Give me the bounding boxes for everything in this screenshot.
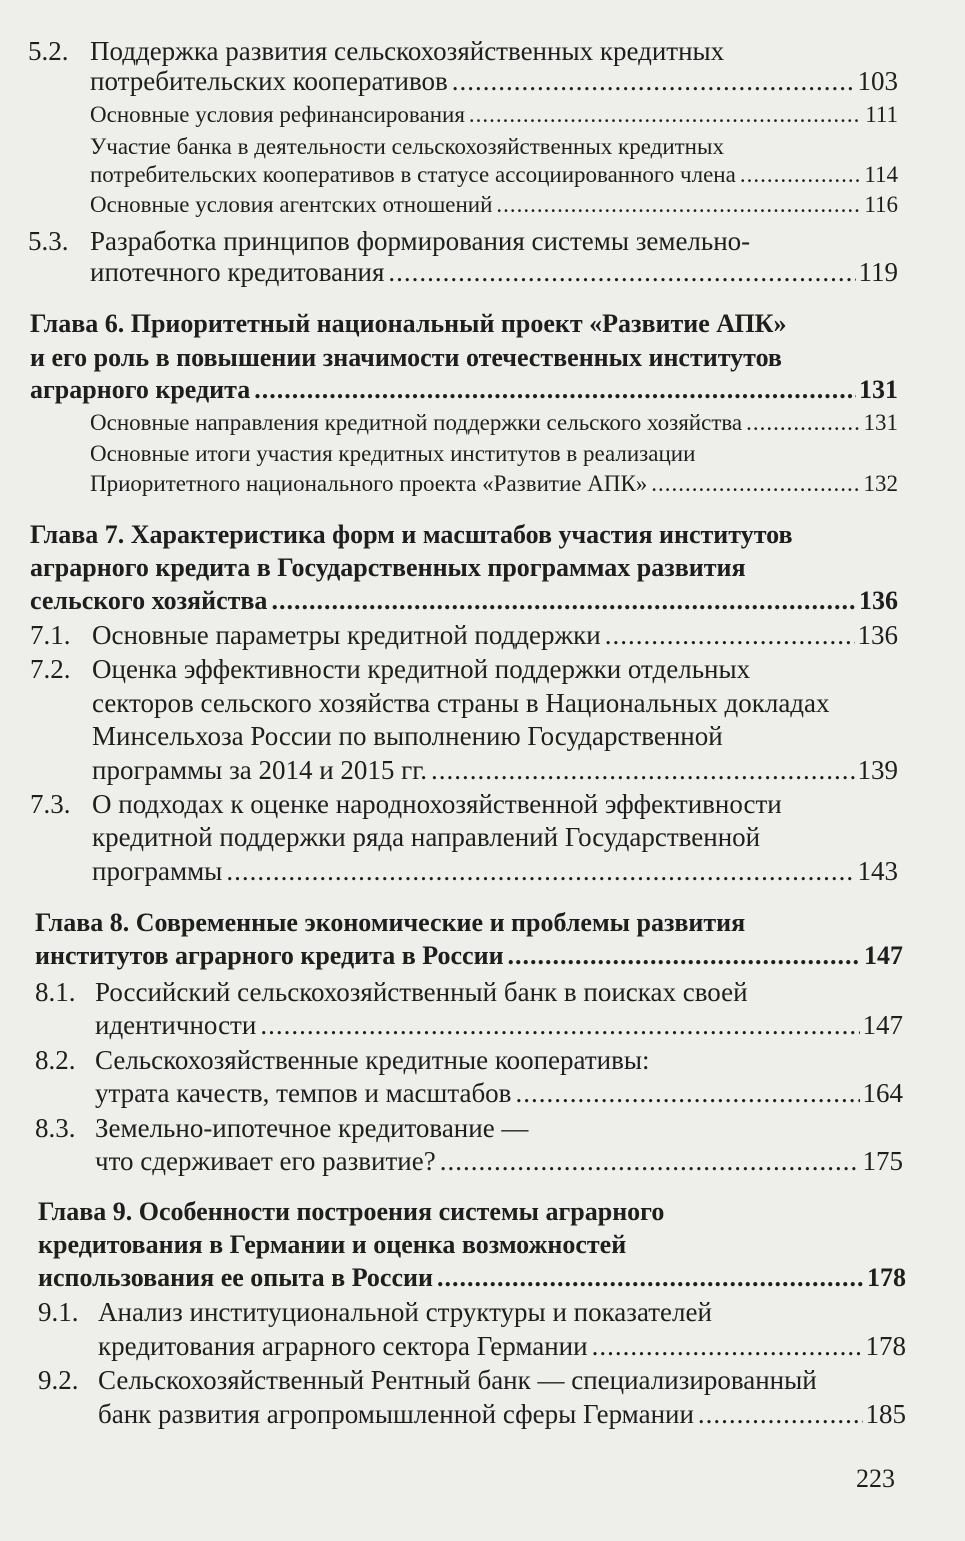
entry-title-line: Приоритетного национального проекта «Развитие АПК» [90,471,648,496]
entry-title-last-line [98,1333,906,1360]
page-ref: 111 [865,102,898,127]
page-ref: 136 [857,620,898,650]
entry-title-line: потребительских кооперативов [90,66,448,96]
entry-title-last-line [90,411,898,434]
entry-title-last-line [90,103,898,126]
leader-dots [740,163,862,186]
leader-dots [605,622,855,649]
leader-dots [592,1333,863,1360]
entry-title-last-line [90,163,898,186]
page-ref: 185 [865,1399,906,1429]
leader-dots [440,1148,860,1175]
page-ref: 103 [857,66,898,96]
leader-dots [508,943,861,969]
leader-dots [260,1012,859,1039]
entry-title-line: Земельно-ипотечное кредитование — [95,1113,529,1143]
entry-title-line: Анализ институциональной структуры и показателей [98,1297,712,1327]
chapter-title-line: кредитования в Германии и оценка возможностей [38,1230,627,1259]
entry-title-line: О подходах к оценке народнохозяйственной эффективности [92,789,782,819]
entry-title-line: Основные условия рефинансирования [90,102,465,127]
page-ref: 131 [859,375,898,404]
chapter-title-line: использования ее опыта в России [38,1263,433,1292]
chapter-title-last-line [30,377,898,403]
section-number: 7.2. [30,654,71,684]
section-number: 8.2. [35,1045,76,1075]
entry-title-last-line [95,1080,903,1107]
entry-title-line: Основные направления кредитной поддержки сельского хозяйства [90,410,743,435]
entry-title-line: банк развития агропромышленной сферы Германии [98,1399,694,1429]
entry-title-line: Участие банка в деятельности сельскохозяйственных кредитных [90,134,724,159]
leader-dots [271,588,856,614]
entry-title-line: утрата качеств, темпов и масштабов [95,1078,512,1108]
section-number: 8.1. [35,977,76,1007]
chapter-title-line: аграрного кредита [30,375,251,404]
section-number: 9.1. [38,1297,79,1327]
section-number: 7.1. [30,620,71,650]
entry-title-line: Сельскохозяйственный Рентный банк — специализированный [98,1365,817,1395]
entry-title-line: что сдерживает его развитие? [95,1146,436,1176]
entry-title-last-line [95,1012,903,1039]
section-number: 7.3. [30,789,71,819]
entry-title-last-line [95,1148,903,1175]
entry-title-last-line [90,472,898,495]
leader-dots [515,1080,859,1107]
entry-title-line: Разработка принципов формирования системы земельно- [90,226,751,256]
chapter-title-line: институтов аграрного кредита в России [35,941,504,970]
entry-title-line: программы за 2014 и 2015 гг. [92,755,428,785]
entry-title-last-line [90,193,898,216]
section-number: 9.2. [38,1365,79,1395]
page-ref: 116 [864,192,898,217]
leader-dots [469,103,862,126]
entry-title-last-line [92,622,898,649]
leader-dots [496,193,861,216]
chapter-title-line: Глава 7. Характеристика форм и масштабов участия институтов [30,520,793,549]
page-ref: 164 [862,1078,903,1108]
page-ref: 178 [867,1263,906,1292]
entry-title-last-line [90,259,898,286]
leader-dots [698,1401,863,1428]
chapter-title-line: Глава 8. Современные экономические и проблемы развития [35,908,746,937]
entry-title-line: ипотечного кредитования [90,257,385,287]
leader-dots [437,1265,864,1291]
chapter-title-last-line [30,588,898,614]
page-ref: 132 [863,471,898,496]
page-ref: 131 [863,410,898,435]
leader-dots [746,411,860,434]
chapter-title-line: Глава 9. Особенности построения системы аграрного [38,1197,665,1226]
entry-title-line: программы [92,856,223,886]
entry-title-line: потребительских кооперативов в статусе ассоциированного члена [90,162,736,187]
page-number: 223 [856,1464,895,1493]
entry-title-last-line [92,858,898,885]
section-number: 5.2. [28,36,69,66]
entry-title-line: Оценка эффективности кредитной поддержки отдельных [92,654,751,684]
entry-title-line: секторов сельского хозяйства страны в Национальных докладах [92,688,830,718]
entry-title-line: кредитования аграрного сектора Германии [98,1331,588,1361]
chapter-title-line: аграрного кредита в Государственных программах развития [30,553,746,582]
leader-dots [254,377,856,403]
entry-title-line: Основные условия агентских отношений [90,192,493,217]
entry-title-line: Основные параметры кредитной поддержки [92,620,601,650]
leader-dots [226,858,854,885]
page-ref: 119 [858,257,898,287]
entry-title-line: Сельскохозяйственные кредитные кооперативы: [95,1045,650,1075]
chapter-title-last-line [35,943,903,969]
page-ref: 139 [857,755,898,785]
entry-title-line: идентичности [95,1010,257,1040]
page-ref: 143 [857,856,898,886]
chapter-title-line: сельского хозяйства [30,586,268,615]
leader-dots [452,68,855,95]
page-ref: 136 [859,586,898,615]
chapter-title-line: Глава 6. Приоритетный национальный проект «Развитие АПК» [30,309,787,338]
leader-dots [388,259,855,286]
page-ref: 175 [862,1146,903,1176]
leader-dots [651,472,860,495]
page-ref: 114 [864,162,898,187]
entry-title-last-line [90,68,898,95]
entry-title-line: Поддержка развития сельскохозяйственных кредитных [90,36,725,66]
entry-title-line: кредитной поддержки ряда направлений Государственной [92,822,761,852]
section-number: 8.3. [35,1113,76,1143]
entry-title-last-line [98,1401,906,1428]
page-ref: 147 [864,941,903,970]
page-ref: 178 [865,1331,906,1361]
entry-title-line: Российский сельскохозяйственный банк в поисках своей [95,977,748,1007]
page-ref: 147 [862,1010,903,1040]
chapter-title-line: и его роль в повышении значимости отечественных институтов [30,343,782,372]
section-number: 5.3. [28,226,69,256]
entry-title-last-line [92,757,898,784]
entry-title-line: Основные итоги участия кредитных институтов в реализации [90,441,696,466]
chapter-title-last-line [38,1265,906,1291]
entry-title-line: Минсельхоза России по выполнению Государственной [92,721,723,751]
leader-dots [431,757,854,784]
